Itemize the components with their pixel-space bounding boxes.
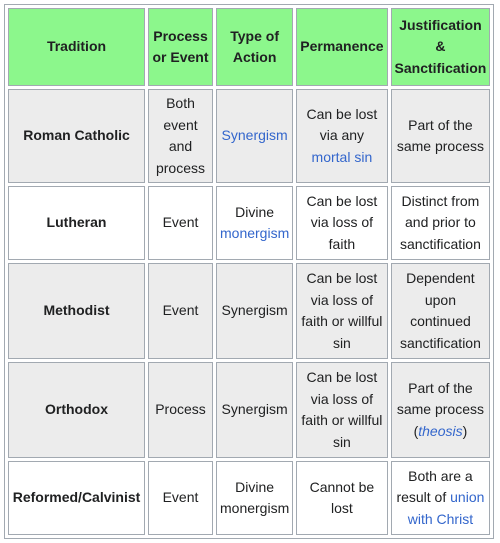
cell-tradition: Roman Catholic	[8, 89, 145, 183]
cell-process: Process	[148, 362, 213, 458]
cell-process: Event	[148, 263, 213, 359]
cell-tradition: Reformed/Calvinist	[8, 461, 145, 535]
cell-permanence-text: Can be lost via any	[306, 105, 378, 144]
header-process-or-event[interactable]: Process or Event	[148, 8, 213, 86]
header-tradition[interactable]: Tradition	[8, 8, 145, 86]
link-synergism[interactable]: Synergism	[221, 127, 288, 144]
header-row	[8, 8, 490, 86]
header-permanence[interactable]: Permanence	[296, 8, 387, 86]
cell-type	[216, 186, 293, 260]
table-row	[8, 362, 490, 458]
header-type-of-action[interactable]: Type of Action	[216, 8, 293, 86]
link-theosis[interactable]: theosis	[418, 422, 463, 439]
cell-type: Synergism	[216, 362, 293, 458]
cell-justification	[391, 362, 491, 458]
cell-justification: Dependent upon continued sanctification	[391, 263, 491, 359]
cell-permanence: Can be lost via loss of faith or willful sin	[296, 263, 387, 359]
cell-permanence	[296, 89, 387, 183]
cell-tradition: Lutheran	[8, 186, 145, 260]
cell-process: Both event and process	[148, 89, 213, 183]
cell-justification: Part of the same process	[391, 89, 491, 183]
link-monergism[interactable]: monergism	[220, 225, 290, 241]
comparison-table-wrapper	[4, 4, 494, 539]
cell-justification-text: Both are a result of	[396, 467, 473, 506]
table-row	[8, 186, 490, 260]
cell-type: Synergism	[216, 263, 293, 359]
link-union-with-christ[interactable]: union with Christ	[407, 489, 485, 527]
table-row	[8, 461, 490, 535]
cell-tradition: Methodist	[8, 263, 145, 359]
cell-process: Event	[148, 461, 213, 535]
cell-type: Divine monergism	[216, 461, 293, 535]
cell-type-text: Divine	[235, 203, 275, 220]
cell-process: Event	[148, 186, 213, 260]
header-justification-sanctification[interactable]: Justification & Sanctification	[391, 8, 491, 86]
cell-justification-text: Part of the same process (	[396, 379, 484, 439]
cell-permanence: Can be lost via loss of faith or willful sin	[296, 362, 387, 458]
cell-type	[216, 89, 293, 183]
cell-justification	[391, 461, 491, 535]
cell-tradition: Orthodox	[8, 362, 145, 458]
cell-permanence: Cannot be lost	[296, 461, 387, 535]
link-mortal-sin[interactable]: mortal sin	[311, 148, 373, 165]
cell-permanence: Can be lost via loss of faith	[296, 186, 387, 260]
comparison-table	[4, 4, 494, 539]
table-row	[8, 263, 490, 359]
cell-justification: Distinct from and prior to sanctification	[391, 186, 491, 260]
table-row	[8, 89, 490, 183]
cell-justification-suffix: )	[462, 422, 468, 439]
